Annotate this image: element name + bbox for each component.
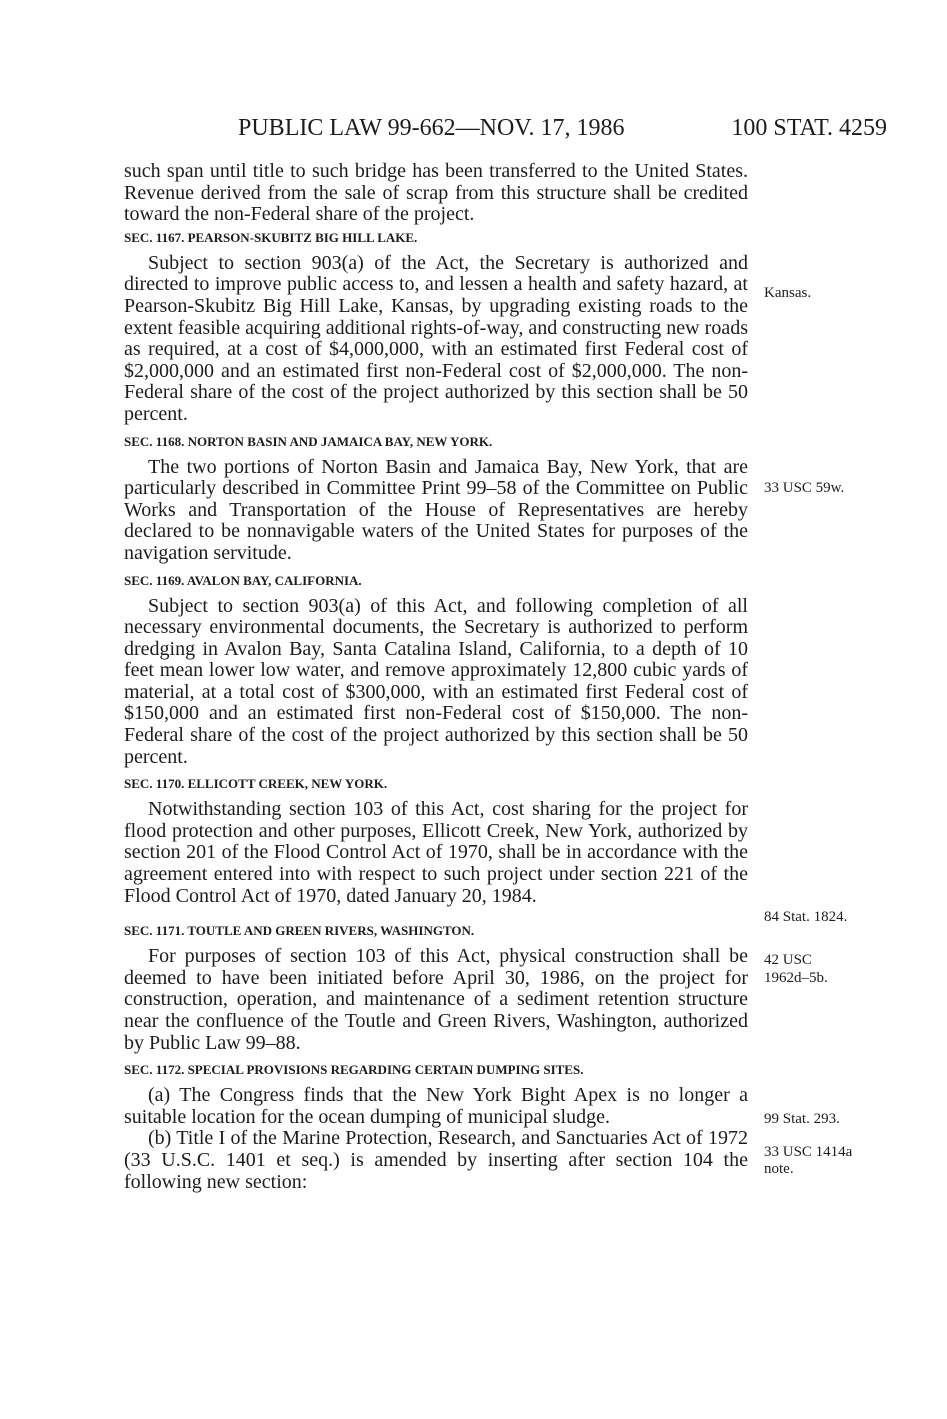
margin-note-kansas: Kansas.	[764, 285, 812, 301]
running-head-title: PUBLIC LAW 99-662—NOV. 17, 1986	[238, 115, 625, 141]
section-heading-1171: SEC. 1171. TOUTLE AND GREEN RIVERS, WASHINGTON.	[124, 923, 475, 939]
margin-note-84-stat-1824: 84 Stat. 1824.	[764, 909, 848, 925]
section-1169-paragraph: Subject to section 903(a) of this Act, and following completion of all necessary environmental documents, the Secretary is authorized to perform dredging in Avalon Bay, Santa Catalina Island, California, to a depth of 10 feet mean lower low water, and remove approximately 12,800 cubic yards of material, at a total cost of $300,000, with an estimated first Federal cost of $150,000 and an estimated first non-Federal cost of $150,000. The non-Federal share of the cost of the project authorized by this section shall be 50 percent.	[124, 594, 748, 768]
body-text	[124, 161, 748, 1193]
margin-note-note: note.	[764, 1161, 794, 1177]
section-1167-paragraph: Subject to section 903(a) of the Act, the Secretary is authorized and directed to improve public access to, and lessen a health and safety hazard, at Pearson-Skubitz Big Hill Lake, Kansas, by upgrading existing roads to the extent feasible acquiring additional rights-of-way, and constructing new roads as required, at a cost of $4,000,000, with an estimated first Federal cost of $2,000,000 and an estimated first non-Federal cost of $2,000,000. The non-Federal share of the cost of the project authorized by this section shall be 50 percent.	[124, 251, 748, 425]
margin-note-42-usc: 42 USC	[764, 952, 812, 968]
page-header	[0, 113, 947, 143]
margin-note-33-usc-59w: 33 USC 59w.	[764, 480, 845, 496]
section-heading-1167: SEC. 1167. PEARSON-SKUBITZ BIG HILL LAKE.	[124, 229, 418, 245]
continued-paragraph: such span until title to such bridge has been transferred to the United States. Revenue derived from the sale of scrap from this structure shall be credited toward the non-Federal share of the project.	[124, 160, 748, 226]
section-heading-1168: SEC. 1168. NORTON BASIN AND JAMAICA BAY, NEW YORK.	[124, 433, 493, 449]
margin-note-33-usc-1414a: 33 USC 1414a	[764, 1144, 853, 1160]
margin-note-99-stat-293: 99 Stat. 293.	[764, 1111, 840, 1127]
statute-page-number: 100 STAT. 4259	[731, 115, 887, 141]
section-1172-paragraph-a: (a) The Congress finds that the New York Bight Apex is no longer a suitable location for the ocean dumping of municipal sludge.	[124, 1084, 748, 1128]
section-1170-paragraph: Notwithstanding section 103 of this Act, cost sharing for the project for flood protection and other purposes, Ellicott Creek, New York, authorized by section 201 of the Flood Control Act of 1970, shall be in accordance with the agreement entered into with respect to such project under section 221 of the Flood Control Act of 1970, dated January 20, 1984.	[124, 798, 748, 907]
section-1172-paragraph-b: (b) Title I of the Marine Protection, Research, and Sanctuaries Act of 1972 (33 U.S.C. 1401 et seq.) is amended by inserting after section 104 the following new section:	[124, 1127, 748, 1193]
section-1168-paragraph: The two portions of Norton Basin and Jamaica Bay, New York, that are particularly described in Committee Print 99–58 of the Committee on Public Works and Transportation of the House of Representatives are hereby declared to be nonnavigable waters of the United States for purposes of the navigation servitude.	[124, 455, 748, 564]
section-heading-1170: SEC. 1170. ELLICOTT CREEK, NEW YORK.	[124, 776, 388, 792]
section-1171-paragraph: For purposes of section 103 of this Act, physical construction shall be deemed to have been initiated before April 30, 1986, on the project for construction, operation, and maintenance of a sediment retention structure near the confluence of the Toutle and Green Rivers, Washington, authorized by Public Law 99–88.	[124, 945, 748, 1054]
section-heading-1172: SEC. 1172. SPECIAL PROVISIONS REGARDING CERTAIN DUMPING SITES.	[124, 1062, 584, 1078]
margin-note-1962d-5b: 1962d–5b.	[764, 970, 828, 986]
section-heading-1169: SEC. 1169. AVALON BAY, CALIFORNIA.	[124, 572, 362, 588]
